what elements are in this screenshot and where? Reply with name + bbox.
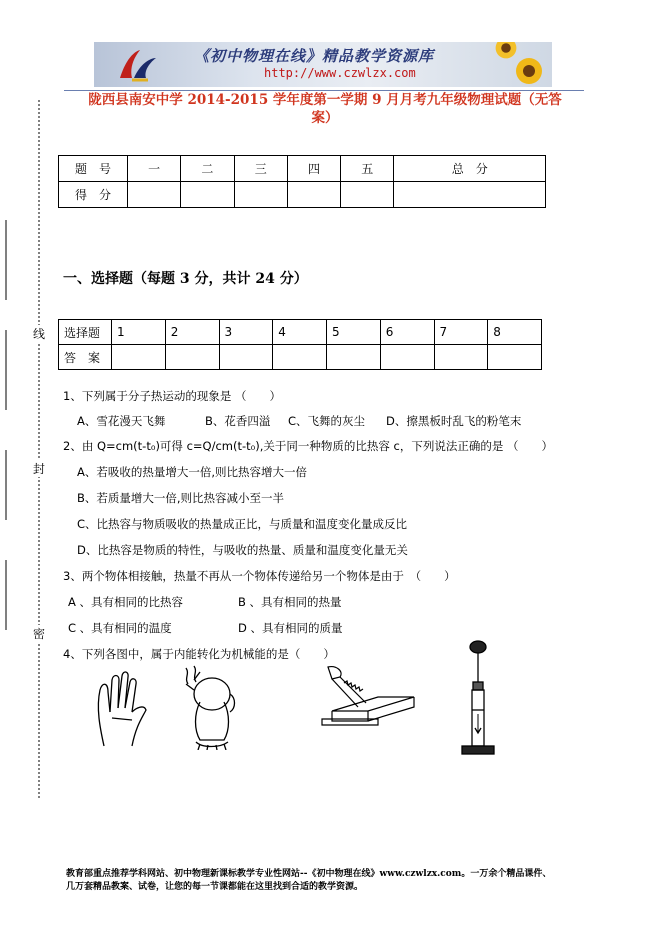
table-cell: 6 (380, 320, 434, 345)
question-1-stem: 1、下列属于分子热运动的现象是 （ ） (63, 389, 281, 403)
table-cell: 五 (341, 156, 394, 182)
answer-cell[interactable] (112, 345, 166, 370)
option-text: A、若吸收的热量增大一倍,则比热容增大一倍 (77, 465, 308, 479)
table-cell: 总 分 (394, 156, 546, 182)
boiling-kettle-figure (180, 664, 240, 750)
margin-label-line: 线 (33, 327, 46, 341)
option-text: D 、具有相同的质量 (238, 621, 343, 635)
table-cell[interactable] (128, 182, 181, 208)
site-logo-icon (118, 48, 158, 82)
table-row (59, 320, 542, 345)
table-cell: 8 (488, 320, 542, 345)
option-text: A 、具有相同的比热容 (68, 595, 184, 609)
option-text: A、雪花漫天飞舞 (77, 414, 166, 428)
section-heading: 一、选择题（每题 3 分，共计 24 分） (63, 271, 308, 287)
table-cell: 3 (219, 320, 273, 345)
option-text: B、花香四溢 (205, 414, 271, 428)
option-text: C 、具有相同的温度 (68, 621, 172, 635)
answer-cell[interactable] (380, 345, 434, 370)
table-cell: 5 (327, 320, 381, 345)
pump-cylinder-figure (458, 640, 498, 760)
sawing-wood-figure (318, 663, 418, 729)
table-row (59, 182, 546, 208)
question-3-stem: 3、两个物体相接触，热量不再从一个物体传递给另一个物体是由于 （ ） (63, 569, 456, 583)
answer-cell[interactable] (165, 345, 219, 370)
table-cell: 1 (112, 320, 166, 345)
table-cell[interactable] (394, 182, 546, 208)
exam-title (60, 91, 590, 127)
option-text: D、比热容是物质的特性，与吸收的热量、质量和温度变化量无关 (77, 543, 408, 557)
table-cell: 二 (181, 156, 234, 182)
table-cell[interactable] (181, 182, 234, 208)
table-cell: 题 号 (59, 156, 128, 182)
option-text: D、擦黑板时乱飞的粉笔末 (386, 414, 522, 428)
banner-title: 《初中物理在线》精品教学资源库 (194, 47, 435, 65)
margin-label-secret: 密 (33, 627, 46, 641)
answer-cell[interactable] (327, 345, 381, 370)
table-cell: 三 (234, 156, 287, 182)
score-table (58, 155, 546, 208)
option-text: B、若质量增大一倍,则比热容减小至一半 (77, 491, 285, 505)
table-cell[interactable] (341, 182, 394, 208)
rubbing-hands-figure (92, 668, 152, 748)
question-2-stem: 2、由 Q=cm(t-t₀)可得 c=Q/cm(t-t₀),关于同一种物质的比热容 c，下列说法正确的是 （ ） (63, 439, 554, 453)
sunflower-icon (514, 56, 544, 86)
table-row (59, 345, 542, 370)
footer-line-2: 几万套精品教案、试卷，让您的每一节课都能在这里找到合适的教学资源。 (66, 882, 364, 892)
header-banner (94, 42, 552, 87)
answer-cell[interactable] (434, 345, 488, 370)
answer-cell[interactable] (488, 345, 542, 370)
question-4-stem: 4、下列各图中，属于内能转化为机械能的是（ ） (63, 647, 335, 661)
binding-margin (0, 100, 56, 810)
answer-cell[interactable] (273, 345, 327, 370)
footer-line-1: 教育部重点推荐学科网站、初中物理新课标教学专业性网站--《初中物理在线》www.czwlzx.com。一万余个精品课件、 (66, 869, 552, 879)
answer-cell[interactable] (219, 345, 273, 370)
table-cell: 一 (128, 156, 181, 182)
table-row (59, 156, 546, 182)
table-cell: 2 (165, 320, 219, 345)
table-cell: 4 (273, 320, 327, 345)
sunflower-icon (494, 42, 518, 60)
option-text: C、飞舞的灰尘 (288, 414, 366, 428)
answer-table (58, 319, 542, 370)
margin-label-seal: 封 (33, 462, 46, 476)
option-text: B 、具有相同的热量 (238, 595, 342, 609)
banner-url[interactable]: http://www.czwlzx.com (264, 66, 416, 80)
exam-title-line1: 陇西县南安中学 2014-2015 学年度第一学期 9 月月考九年级物理试题（无答 (88, 92, 562, 108)
table-cell: 选择题 (59, 320, 112, 345)
exam-title-line2: 案） (311, 110, 339, 126)
table-cell[interactable] (234, 182, 287, 208)
table-cell: 得 分 (59, 182, 128, 208)
table-cell: 答 案 (59, 345, 112, 370)
table-cell: 四 (287, 156, 340, 182)
table-cell[interactable] (287, 182, 340, 208)
table-cell: 7 (434, 320, 488, 345)
option-text: C、比热容与物质吸收的热量成正比，与质量和温度变化量成反比 (77, 517, 408, 531)
